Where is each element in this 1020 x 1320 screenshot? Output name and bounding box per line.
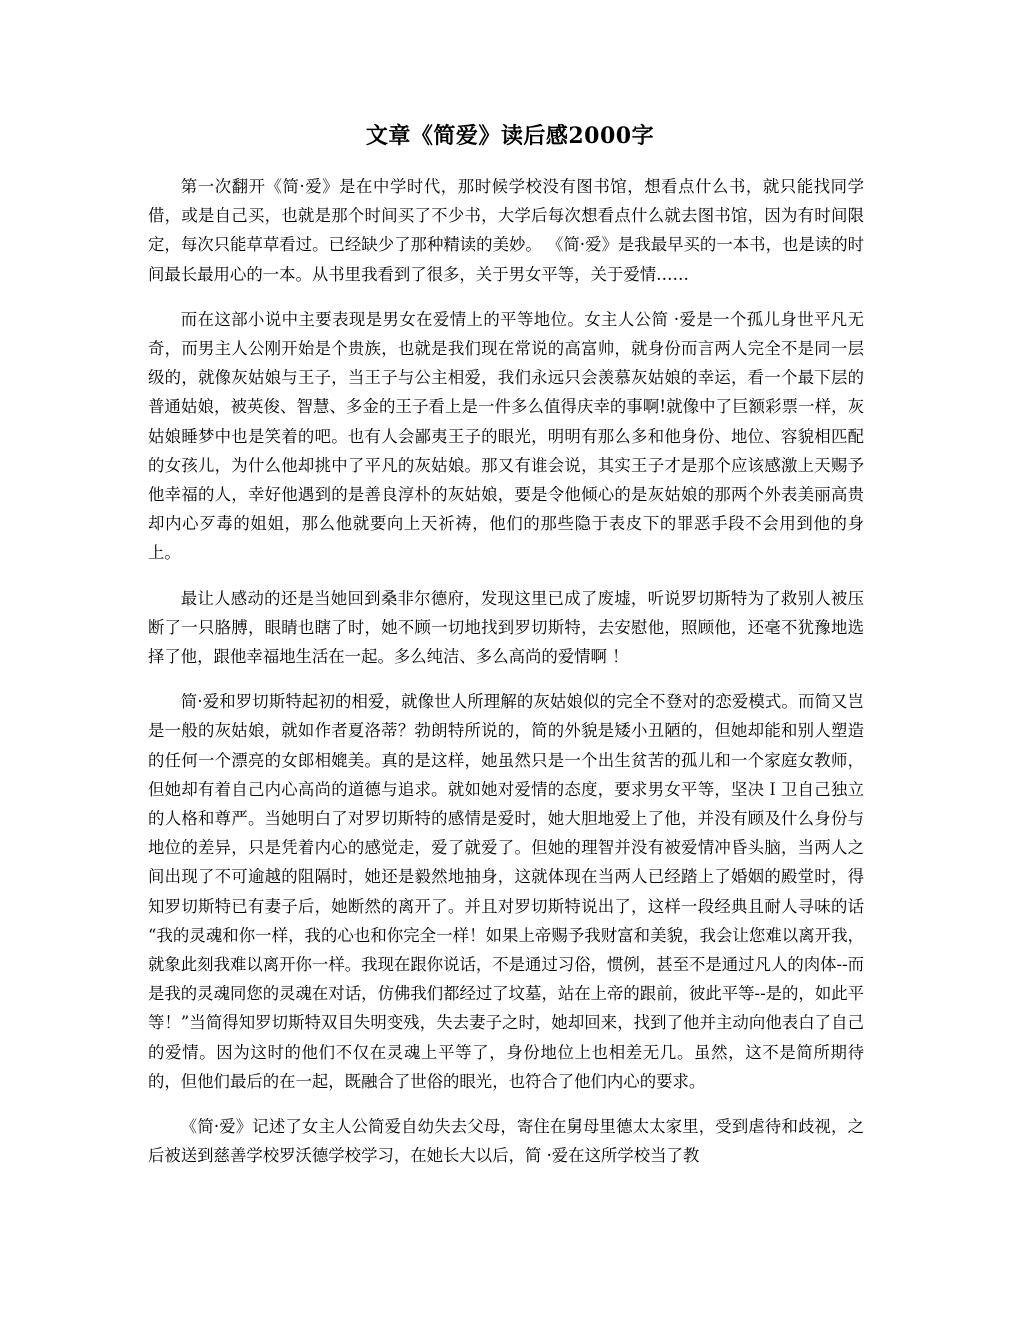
paragraph: 简·爱和罗切斯特起初的相爱，就像世人所理解的灰姑娘似的完全不登对的恋爱模式。而简又岂是一般的灰姑娘，就如作者夏洛蒂？勃朗特所说的，简的外貌是矮小丑陋的，但她却能和别人塑造的任何一个漂亮的女郎相媲美。真的是这样，她虽然只是一个出生贫苦的孤儿和一个家庭女教师，但她却有着自己内心高尚的道德与追求。就如她对爱情的态度，要求男女平等，坚决Ｉ卫自己独立的人格和尊严。当她明白了对罗切斯特的感情是爱时，她大胆地爱上了他，并没有顾及什么身份与地位的差异，只是凭着内心的感觉走，爱了就爱了。但她的理智并没有被爱情冲昏头脑，当两人之间出现了不可逾越的阻隔时，她还是毅然地抽身，这就体现在当两人已经踏上了婚姻的殿堂时，得知罗切斯特已有妻子后，她断然的离开了。并且对罗切斯特说出了，这样一段经典且耐人寻味的话 “我的灵魂和你一样，我的心也和你完全一样！如果上帝赐予我财富和美貌，我会让您难以离开我，就象此刻我难以离开你一样。我现在跟你说话，不是通过习俗，惯例，甚至不是通过凡人的肉体--而是我的灵魂同您的灵魂在对话，仿佛我们都经过了坟墓，站在上帝的跟前，彼此平等--是的，如此平等！”当简得知罗切斯特双目失明变残，失去妻子之时，她却回来，找到了他并主动向他表白了自己的爱情。因为这时的他们不仅在灵魂上平等了，身份地位上也相差无几。虽然，这不是简所期待的，但他们最后的在一起，既融合了世俗的眼光，也符合了他们内心的要求。	[148, 692, 864, 1091]
page-title: 文章《简爱》读后感2000字	[365, 123, 655, 149]
paragraph: 最让人感动的还是当她回到桑非尔德府，发现这里已成了废墟，听说罗切斯特为了救别人被压断了一只胳膊，眼睛也瞎了时，她不顾一切地找到罗切斯特，去安慰他，照顾他，还毫不犹豫地选择了他，跟他幸福地生活在一起。多么纯洁、多么高尚的爱情啊 ！	[148, 588, 864, 667]
paragraph: 第一次翻开《简·爱》是在中学时代，那时候学校没有图书馆，想看点什么书，就只能找同学借，或是自己买，也就是那个时间买了不少书，大学后每次想看点什么就去图书馆，因为有时间限定，每次只能草草看过。已经缺少了那种精读的美妙。 《简·爱》是我最早买的一本书，也是读的时间最长最用心的一本。从书里我看到了很多，关于男女平等，关于爱情……	[148, 177, 864, 284]
document-body	[148, 172, 864, 1187]
paragraph: 而在这部小说中主要表现是男女在爱情上的平等地位。女主人公简 ·爱是一个孤儿身世平凡无奇，而男主人公刚开始是个贵族，也就是我们现在常说的高富帅，就身份而言两人完全不是同一层级的，就像灰姑娘与王子，当王子与公主相爱，我们永远只会羡慕灰姑娘的幸运，看一个最下层的普通姑娘，被英俊、智慧、多金的王子看上是一件多么值得庆幸的事啊!就像中了巨额彩票一样，灰姑娘睡梦中也是笑着的吧。也有人会鄙夷王子的眼光，明明有那么多和他身份、地位、容貌相匹配的女孩儿，为什么他却挑中了平凡的灰姑娘。那又有谁会说，其实王子才是那个应该感激上天赐予他幸福的人，幸好他遇到的是善良淳朴的灰姑娘，要是令他倾心的是灰姑娘的那两个外表美丽高贵却内心歹毒的姐姐，那么他就要向上天祈祷，他们的那些隐于表皮下的罪恶手段不会用到他的身上。	[148, 309, 864, 563]
paragraph: 《简·爱》记述了女主人公简爱自幼失去父母，寄住在舅母里德太太家里，受到虐待和歧视，之后被送到慈善学校罗沃德学校学习，在她长大以后，简 ·爱在这所学校当了教	[148, 1117, 864, 1166]
